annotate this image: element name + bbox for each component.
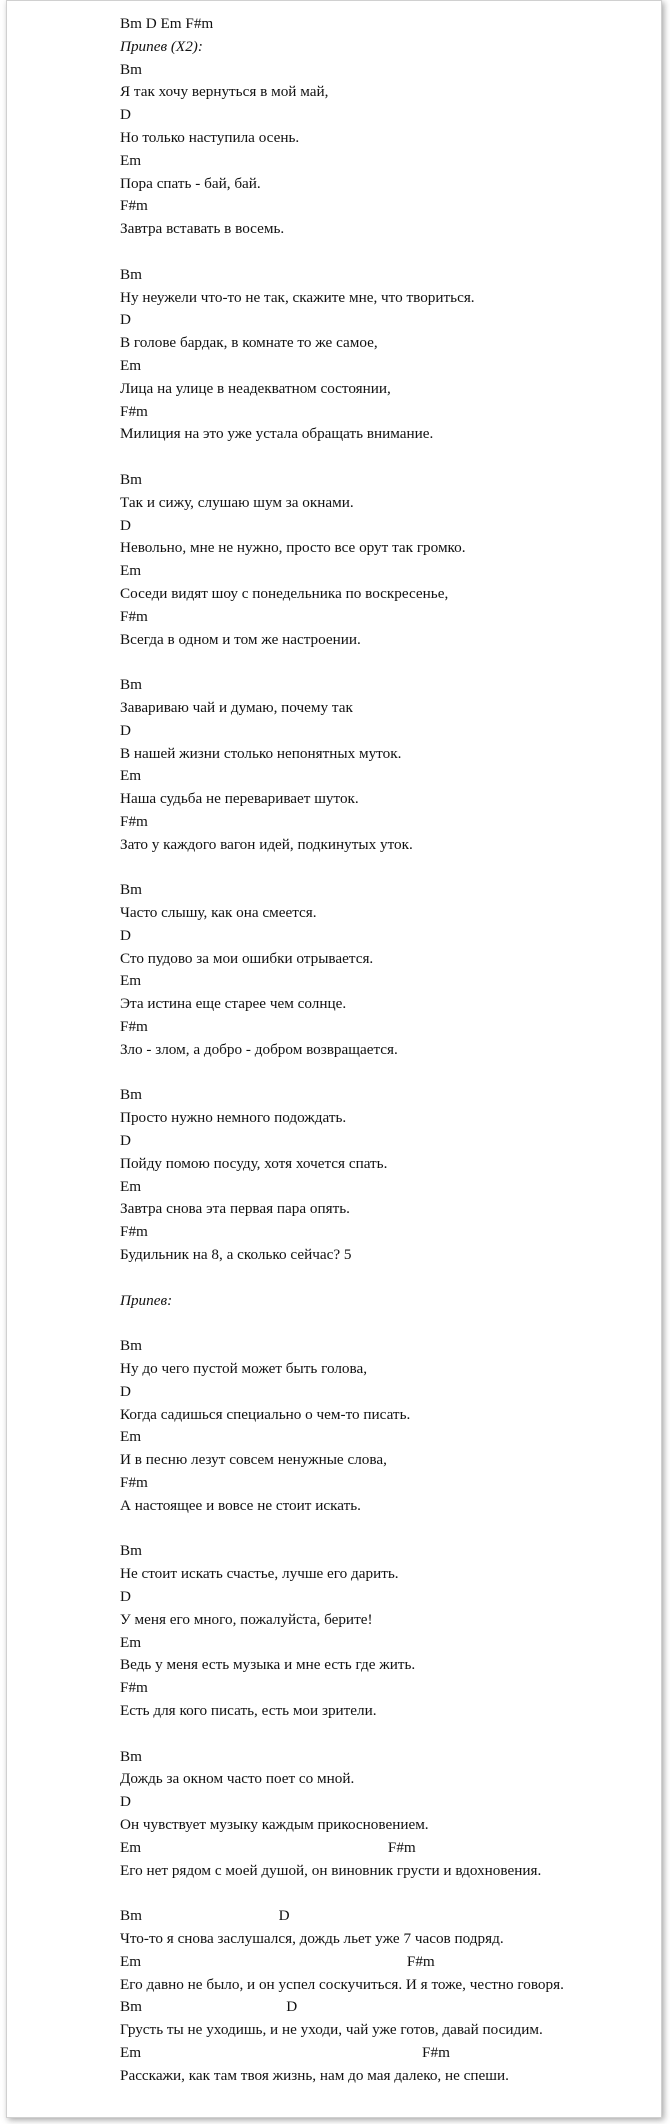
lyric-line: Грусть ты не уходишь, и не уходи, чай уже готов, давай посидим. <box>120 2021 543 2039</box>
chord-line: D <box>120 516 131 534</box>
lyric-line: Зло - злом, а добро - добром возвращается. <box>120 1040 398 1058</box>
chord-line: Em <box>120 1633 142 1651</box>
lyric-line: Просто нужно немного подождать. <box>120 1109 347 1127</box>
blank-line <box>120 1518 665 1541</box>
chord-line: D <box>120 1132 131 1150</box>
lyric-line: Пора спать - бай, бай. <box>120 174 261 192</box>
chord-line: Bm D <box>120 1998 298 2016</box>
lyric-line: Завариваю чай и думаю, почему так <box>120 698 353 716</box>
chord-line: F#m <box>120 1223 148 1241</box>
lyric-line: Дождь за окном часто поет со мной. <box>120 1770 355 1788</box>
chord-line: Bm D Em F#m <box>120 15 214 32</box>
chord-line: D <box>120 1793 131 1811</box>
lyric-line: Его нет рядом с моей душой, он виновник грусти и вдохновения. <box>120 1861 542 1879</box>
lyric-line: Ну до чего пустой может быть голова, <box>120 1360 368 1378</box>
chord-line: Em <box>120 151 142 169</box>
chord-line: F#m <box>120 402 148 420</box>
lyric-line: Пойду помою посуду, хотя хочется спать. <box>120 1154 388 1172</box>
blank-line <box>120 1267 665 1290</box>
chord-line: D <box>120 721 131 739</box>
lyric-line: Ведь у меня есть музыка и мне есть где жить. <box>120 1656 416 1674</box>
chord-line: Bm <box>120 1747 142 1765</box>
section-heading: Припев: <box>120 1291 173 1309</box>
lyric-line: В нашей жизни столько непонятных муток. <box>120 744 402 762</box>
lyric-line: Я так хочу вернуться в мой май, <box>120 83 329 101</box>
chord-line: Em F#m <box>120 2043 450 2061</box>
lyric-line: Сто пудово за мои ошибки отрывается. <box>120 949 374 967</box>
lyric-line: Но только наступила осень. <box>120 128 300 146</box>
chord-line: Bm <box>120 881 142 899</box>
chord-line: Bm <box>120 1542 142 1560</box>
blank-line <box>120 241 665 264</box>
section-heading: Припев (Х2): <box>120 37 203 55</box>
chord-line: Em <box>120 1428 142 1446</box>
chord-line: Bm <box>120 1086 142 1104</box>
chord-line: Em <box>120 1177 142 1195</box>
blank-line <box>120 446 665 469</box>
lyric-line: У меня его много, пожалуйста, берите! <box>120 1610 373 1628</box>
blank-line <box>120 651 665 674</box>
chord-line: F#m <box>120 1679 148 1697</box>
chord-line: Bm <box>120 60 142 78</box>
blank-line <box>120 1723 665 1746</box>
lyric-line: Что-то я снова заслушался, дождь льет уже 7 часов подряд. <box>120 1929 504 1947</box>
lyric-line: А настоящее и вовсе не стоит искать. <box>120 1496 361 1514</box>
blank-line <box>120 1312 665 1335</box>
chord-line: F#m <box>120 1018 148 1036</box>
chord-line: Em <box>120 562 142 580</box>
chord-line: Em F#m <box>120 1952 435 1970</box>
lyric-line: Когда садишься специально о чем-то писать. <box>120 1405 411 1423</box>
lyric-line: И в песню лезут совсем ненужные слова, <box>120 1451 387 1469</box>
lyric-line: Завтра вставать в восемь. <box>120 220 285 238</box>
lyric-line: Наша судьба не переваривает шуток. <box>120 790 359 808</box>
lyric-line: Его давно не было, и он успел соскучиться. И я тоже, честно говоря. <box>120 1975 564 1993</box>
chord-line: D <box>120 311 131 329</box>
lyric-line: Завтра снова эта первая пара опять. <box>120 1200 350 1218</box>
lyric-line: Всегда в одном и том же настроении. <box>120 630 361 648</box>
lyric-line: Милиция на это уже устала обращать внимание. <box>120 425 434 443</box>
lyric-line: Так и сижу, слушаю шум за окнами. <box>120 493 354 511</box>
chord-line: F#m <box>120 197 148 215</box>
lyric-line: Ну неужели что-то не так, скажите мне, что твориться. <box>120 288 475 306</box>
lyric-line: Будильник на 8, а сколько сейчас? 5 <box>120 1246 352 1264</box>
blank-line <box>120 1882 665 1905</box>
document-frame <box>6 0 662 2118</box>
chord-line: D <box>120 106 131 124</box>
lyric-line: Соседи видят шоу с понедельника по воскресенье, <box>120 584 449 602</box>
chord-line: Em <box>120 356 142 374</box>
chord-line: Em F#m <box>120 1838 416 1856</box>
song-lyrics-sheet <box>120 13 665 2088</box>
lyric-line: Не стоит искать счастье, лучше его дарить. <box>120 1565 399 1583</box>
chord-line: Bm <box>120 1337 142 1355</box>
blank-line <box>120 856 665 879</box>
chord-line: Bm <box>120 470 142 488</box>
chord-line: F#m <box>120 1474 148 1491</box>
lyric-line: Невольно, мне не нужно, просто все орут так громко. <box>120 539 466 557</box>
chord-line: F#m <box>120 812 148 830</box>
chord-line: Bm D <box>120 1907 290 1925</box>
lyric-line: Расскажи, как там твоя жизнь, нам до мая далеко, не спеши. <box>120 2066 509 2084</box>
chord-line: D <box>120 1382 131 1400</box>
lyric-line: Часто слышу, как она смеется. <box>120 904 317 922</box>
chord-line: Em <box>120 972 142 990</box>
lyric-line: В голове бардак, в комнате то же самое, <box>120 334 378 352</box>
chord-line: Bm <box>120 265 142 283</box>
lyric-line: Есть для кого писать, есть мои зрители. <box>120 1701 377 1719</box>
chord-line: Bm <box>120 676 142 694</box>
lyric-line: Он чувствует музыку каждым прикосновением. <box>120 1815 429 1833</box>
chord-line: D <box>120 926 131 944</box>
blank-line <box>120 1062 665 1085</box>
chord-line: D <box>120 1587 131 1605</box>
lyric-line: Лица на улице в неадекватном состоянии, <box>120 379 391 397</box>
lyric-line: Эта истина еще старее чем солнце. <box>120 995 347 1013</box>
chord-line: F#m <box>120 607 148 625</box>
chord-line: Em <box>120 767 142 785</box>
lyric-line: Зато у каждого вагон идей, подкинутых уток. <box>120 835 413 853</box>
